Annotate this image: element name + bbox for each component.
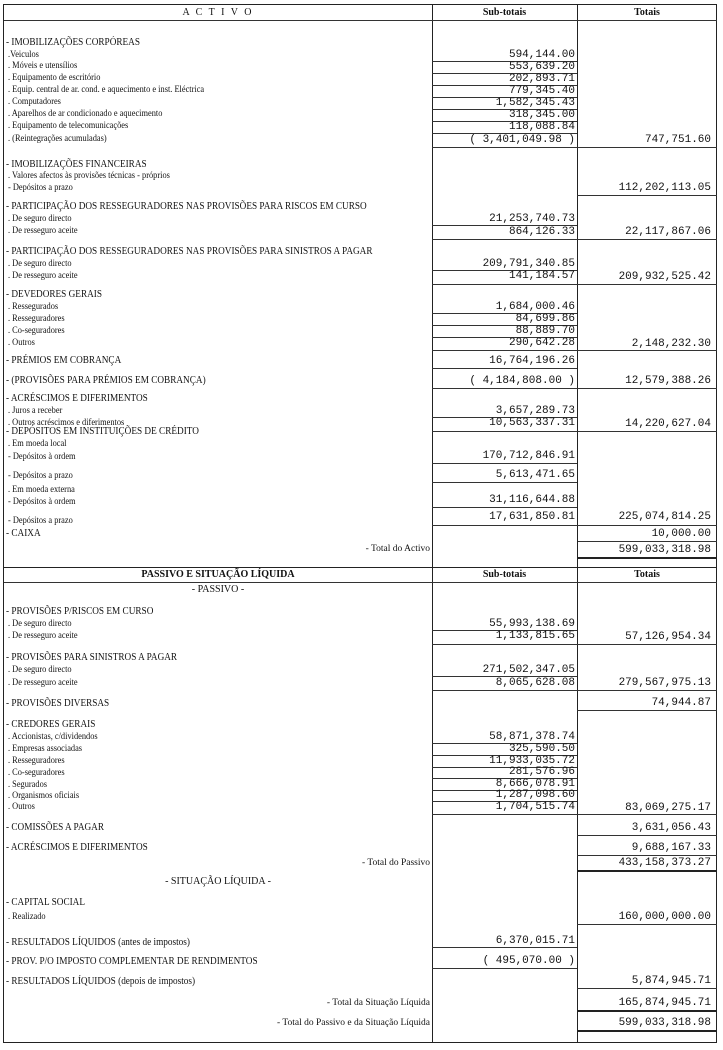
section-title: - IMOBILIZAÇÕES CORPÓREAS (6, 37, 140, 48)
totals-header: Totais (634, 569, 660, 580)
total-value: 57,126,954.34 (625, 631, 711, 643)
section-title: - DEVEDORES GERAIS (6, 289, 103, 300)
subtotal-value: 1,133,815.65 (495, 630, 575, 642)
rule-line (432, 239, 717, 240)
subtotal-value: 16,764,196.26 (489, 355, 575, 367)
rule-line (432, 368, 577, 369)
passivo-title: PASSIVO E SITUAÇÃO LÍQUIDA (141, 569, 295, 580)
line-label: . Resseguradores (8, 314, 65, 324)
line-label: . Segurados (8, 780, 48, 790)
subtotal-value: 11,933,035.72 (489, 755, 575, 767)
total-value: 12,579,388.26 (625, 375, 711, 387)
rule-line (4, 582, 717, 583)
subtotal-value: 3,657,289.73 (495, 405, 575, 417)
total-value: 3,631,056.43 (631, 822, 711, 834)
total-situacao-value: 165,874,945.71 (618, 997, 711, 1009)
situacao-subtitle: - SITUAÇÃO LÍQUIDA - (165, 876, 271, 887)
section-title: - PROVISÕES PARA SINISTROS A PAGAR (6, 652, 178, 663)
section-title: - (PROVISÕES PARA PRÉMIOS EM COBRANÇA) (6, 375, 206, 386)
subtotal-value: 1,684,000.46 (495, 301, 575, 313)
section-title: - CAIXA (6, 528, 41, 539)
rule-line (577, 540, 578, 567)
total-value: 209,932,525.42 (618, 271, 711, 283)
col-divider (432, 5, 433, 545)
section-title: - ACRÉSCIMOS E DIFERIMENTOS (6, 393, 148, 404)
subtotal-value: 21,253,740.73 (489, 213, 575, 225)
total-situacao-label: - Total da Situação Líquida (326, 998, 430, 1008)
rule-line (577, 835, 717, 836)
total-value: 747,751.60 (644, 134, 711, 146)
subtotal-value: 271,502,347.05 (482, 664, 575, 676)
rule-line (432, 968, 577, 969)
subtotals-header: Sub-totais (482, 7, 527, 18)
total-value: 14,220,627.04 (625, 418, 711, 430)
line-label: . (Reintegrações acumuladas) (8, 134, 107, 144)
rule-line (577, 557, 717, 559)
line-label: . Equipamento de telecomunicações (8, 121, 129, 131)
section-title: - PARTICIPAÇÃO DOS RESSEGURADORES NAS PROVISÕES PARA RISCOS EM CURSO (6, 201, 367, 212)
total-value: 10,000.00 (651, 528, 711, 540)
rule-line (432, 147, 717, 148)
subtotal-value: 202,893.71 (508, 73, 575, 85)
line-label: . De resseguro aceite (8, 226, 78, 236)
line-label: . Outros (8, 802, 35, 812)
line-label: . Valores afectos às provisões técnicas - próprios (8, 171, 170, 181)
subtotal-value: 325,590.50 (508, 743, 575, 755)
rule-line (432, 525, 717, 526)
rule-line (432, 814, 717, 815)
header-divider (4, 20, 717, 21)
subtotal-value: 318,345.00 (508, 109, 575, 121)
subtotal-value: 55,993,138.69 (489, 618, 575, 630)
rule-line (577, 870, 717, 872)
line-label: . Co-seguradores (8, 326, 65, 336)
subtotal-value: 1,582,345.43 (495, 97, 575, 109)
rule-line (432, 284, 717, 285)
total-passivo-situacao-value: 599,033,318.98 (618, 1017, 711, 1029)
section-title: - PARTICIPAÇÃO DOS RESSEGURADORES NAS PROVISÕES PARA SINISTROS A PAGAR (6, 246, 373, 257)
total-passivo-value: 433,158,373.27 (618, 857, 711, 869)
total-value: 279,567,975.13 (618, 677, 711, 689)
line-label: . Resseguradores (8, 756, 65, 766)
line-label: . Outros acréscimos e diferimentos (8, 418, 125, 428)
subtotal-value: 864,126.33 (508, 226, 575, 238)
col-divider (577, 5, 578, 545)
subtotal-value: 8,065,628.08 (495, 677, 575, 689)
subtotal-value: 1,287,098.60 (495, 789, 575, 801)
rule-line (577, 1030, 717, 1032)
total-activo-value: 599,033,318.98 (618, 544, 711, 556)
section-title: - CAPITAL SOCIAL (6, 897, 86, 908)
line-label: . Em moeda externa (8, 485, 75, 495)
total-passivo-label: - Total do Passivo (361, 858, 430, 868)
line-label: . De seguro directo (8, 214, 72, 224)
rule-line (432, 540, 433, 567)
rule-line (577, 195, 717, 196)
rule-line (432, 463, 577, 464)
rule-line (577, 855, 717, 856)
line-label: . Organismos oficiais (8, 791, 80, 801)
total-value: 83,069,275.17 (625, 802, 711, 814)
line-label: . Aparelhos de ar condicionado e aquecimento (8, 109, 163, 119)
total-value: 112,202,113.05 (618, 182, 711, 194)
subtotal-value: 84,699.86 (515, 313, 575, 325)
subtotal-value: ( 4,184,808.00 ) (469, 375, 575, 387)
section-title: - DEPÓSITOS EM INSTITUIÇÕES DE CRÉDITO (6, 426, 199, 437)
total-value: 5,874,945.71 (631, 975, 711, 987)
section-title: - PROVISÕES P/RISCOS EM CURSO (6, 606, 154, 617)
rule-line (577, 924, 717, 925)
subtotal-value: ( 3,401,049.98 ) (469, 134, 575, 146)
line-label: . De resseguro aceite (8, 678, 78, 688)
line-label: . Empresas associadas (8, 744, 83, 754)
rule-line (577, 710, 717, 711)
subtotal-value: 10,563,337.31 (489, 417, 575, 429)
rule-line (577, 988, 717, 989)
rule-line (432, 690, 717, 691)
subtotal-value: ( 495,070.00 ) (482, 955, 575, 967)
subtotal-value: 779,345.40 (508, 85, 575, 97)
rule-line (432, 947, 577, 948)
subtotal-value: 1,704,515.74 (495, 801, 575, 813)
col-divider (577, 568, 578, 1042)
subtotal-value: 31,116,644.88 (489, 494, 575, 506)
line-label: - Depósitos à ordem (8, 497, 76, 507)
activo-title: A C T I V O (182, 7, 254, 18)
rule-line (432, 507, 577, 508)
section-title: - CREDORES GERAIS (6, 719, 96, 730)
total-value: 225,074,814.25 (618, 511, 711, 523)
subtotal-value: 594,144.00 (508, 49, 575, 61)
subtotal-value: 58,871,378.74 (489, 731, 575, 743)
subtotal-value: 290,642.28 (508, 337, 575, 349)
line-label: . Em moeda local (8, 439, 67, 449)
subtotals-header: Sub-totais (482, 569, 527, 580)
passivo-subtitle: - PASSIVO - (191, 584, 245, 595)
line-label: . Ressegurados (8, 302, 59, 312)
col-divider (432, 568, 433, 1042)
line-label: - Depósitos a prazo (8, 471, 73, 481)
line-label: - Depósitos a prazo (8, 516, 73, 526)
line-label: . Juros a receber (8, 406, 63, 416)
total-passivo-situacao-label: - Total do Passivo e da Situação Líquida (277, 1018, 430, 1028)
line-label: . De seguro directo (8, 665, 72, 675)
section-title: - PROV. P/O IMPOSTO COMPLEMENTAR DE RENDIMENTOS (6, 956, 258, 967)
subtotal-value: 17,631,850.81 (489, 511, 575, 523)
line-label: . De seguro directo (8, 619, 72, 629)
subtotal-value: 88,889.70 (515, 325, 575, 337)
total-value: 22,117,867.06 (625, 226, 711, 238)
line-label: . De resseguro aceite (8, 271, 78, 281)
section-title: - ACRÉSCIMOS E DIFERIMENTOS (6, 842, 148, 853)
rule-line (577, 541, 717, 542)
rule-line (432, 482, 577, 483)
rule-line (432, 388, 717, 389)
line-label: . Outros (8, 338, 35, 348)
subtotal-value: 5,613,471.65 (495, 469, 575, 481)
line-label: - Depósitos a prazo (8, 183, 73, 193)
subtotal-value: 118,088.84 (508, 121, 575, 133)
subtotal-value: 141,184.57 (508, 270, 575, 282)
line-label: .Veiculos (8, 50, 39, 60)
total-value: 9,688,167.33 (631, 842, 711, 854)
totals-header: Totais (634, 7, 660, 18)
line-label: - Depósitos à ordem (8, 452, 76, 462)
subtotal-value: 281,576.96 (508, 766, 575, 778)
section-title: - IMOBILIZAÇÕES FINANCEIRAS (6, 159, 147, 170)
section-title: - COMISSÕES A PAGAR (6, 822, 104, 833)
line-label: . Co-seguradores (8, 768, 65, 778)
line-label: . Realizado (8, 912, 46, 922)
total-value: 2,148,232.30 (631, 338, 711, 350)
passivo-frame (3, 567, 717, 1043)
subtotal-value: 553,639.20 (508, 61, 575, 73)
section-title: - PROVISÕES DIVERSAS (6, 698, 110, 709)
line-label: . De resseguro aceite (8, 631, 78, 641)
line-label: . De seguro directo (8, 259, 72, 269)
rule-line (432, 350, 717, 351)
subtotal-value: 209,791,340.85 (482, 258, 575, 270)
line-label: . Computadores (8, 97, 61, 107)
line-label: . Equipamento de escritório (8, 73, 101, 83)
subtotal-value: 8,666,078.91 (495, 778, 575, 790)
line-label: . Móveis e utensílios (8, 61, 78, 71)
total-value: 74,944.87 (651, 697, 711, 709)
rule-line (577, 1010, 717, 1012)
total-activo-label: - Total do Activo (365, 544, 430, 554)
line-label: . Accionistas, c/dividendos (8, 732, 98, 742)
section-title: - RESULTADOS LÍQUIDOS (depois de impostos) (6, 976, 196, 987)
total-value: 160,000,000.00 (618, 911, 711, 923)
subtotal-value: 6,370,015.71 (495, 935, 575, 947)
line-label: . Equip. central de ar. cond. e aquecimento e inst. Eléctrica (8, 85, 205, 95)
rule-line (432, 431, 717, 432)
rule-line (432, 644, 717, 645)
section-title: - PRÉMIOS EM COBRANÇA (6, 355, 122, 366)
section-title: - RESULTADOS LÍQUIDOS (antes de impostos) (6, 937, 190, 948)
subtotal-value: 170,712,846.91 (482, 450, 575, 462)
